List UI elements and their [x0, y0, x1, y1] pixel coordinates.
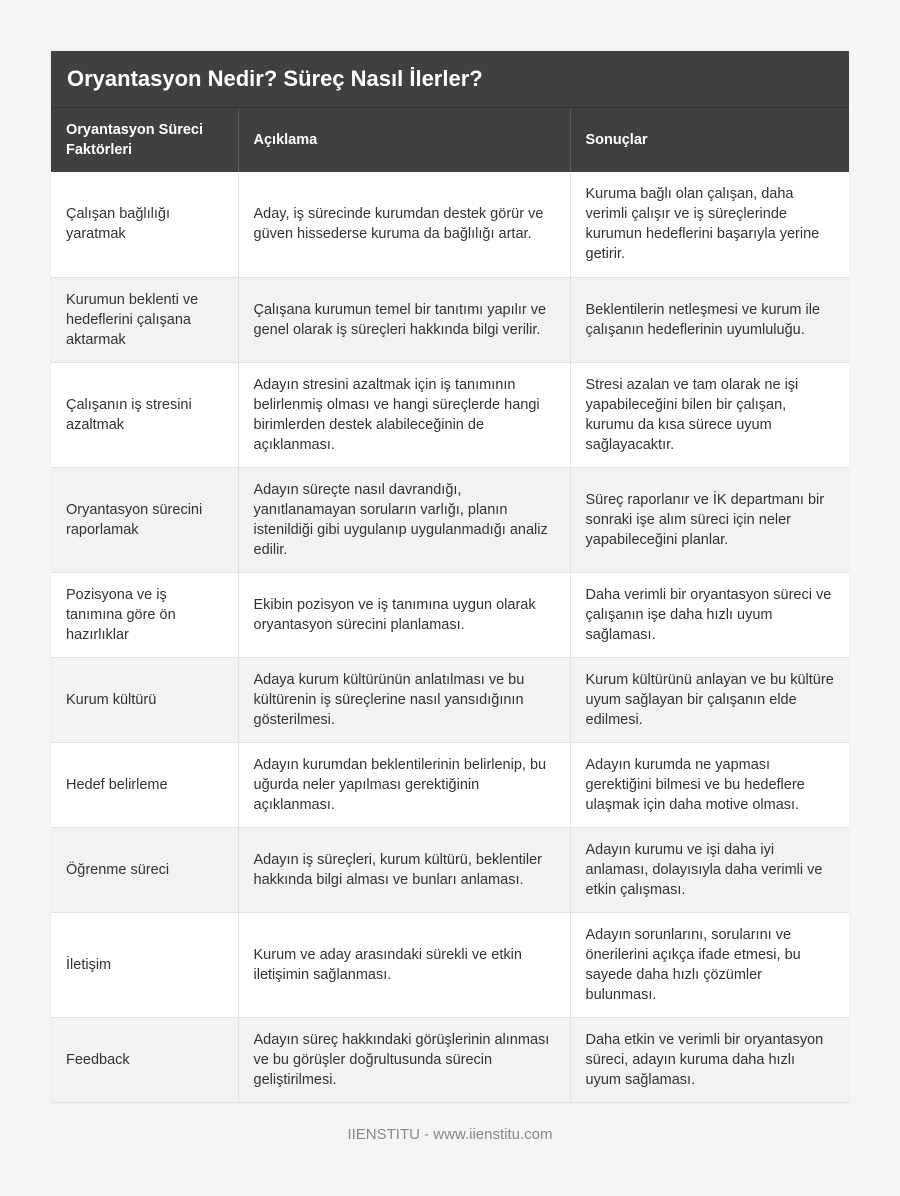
description-cell: Adayın kurumdan beklentilerinin belirlenip, bu uğurda neler yapılması gerektiğinin açıklanması. — [238, 742, 570, 827]
description-cell: Aday, iş sürecinde kurumdan destek görür ve güven hissederse kuruma da bağlılığı artar. — [238, 172, 570, 277]
column-header-description: Açıklama — [238, 108, 570, 172]
footer-credit: IIENSTITU - www.iienstitu.com — [347, 1126, 553, 1143]
result-cell: Adayın sorunlarını, sorularını ve önerilerini açıkça ifade etmesi, bu sayede daha hızlı çözümler bulunması. — [570, 912, 849, 1017]
description-cell: Adayın stresini azaltmak için iş tanımının belirlenmiş olması ve hangi süreçlerde hangi birimlerden destek alabileceğinin de açıklanması. — [238, 362, 570, 467]
factor-cell: Kurum kültürü — [51, 657, 238, 742]
table-row — [51, 172, 849, 277]
factor-cell: Kurumun beklenti ve hedeflerini çalışana aktarmak — [51, 277, 238, 362]
result-cell: Süreç raporlanır ve İK departmanı bir sonraki işe alım süreci için neler yapabileceğini planlar. — [570, 467, 849, 572]
table-row — [51, 1017, 849, 1102]
table-row — [51, 657, 849, 742]
table-row — [51, 467, 849, 572]
factor-cell: Pozisyona ve iş tanımına göre ön hazırlıklar — [51, 572, 238, 657]
description-cell: Adaya kurum kültürünün anlatılması ve bu kültürenin iş süreçlerine nasıl yansıdığının gösterilmesi. — [238, 657, 570, 742]
factor-cell: İletişim — [51, 912, 238, 1017]
factor-cell: Çalışan bağlılığı yaratmak — [51, 172, 238, 277]
description-cell: Ekibin pozisyon ve iş tanımına uygun olarak oryantasyon sürecini planlaması. — [238, 572, 570, 657]
table-row — [51, 827, 849, 912]
orientation-table — [51, 108, 849, 1103]
result-cell: Kurum kültürünü anlayan ve bu kültüre uyum sağlayan bir çalışanın elde edilmesi. — [570, 657, 849, 742]
factor-cell: Öğrenme süreci — [51, 827, 238, 912]
factor-cell: Hedef belirleme — [51, 742, 238, 827]
description-cell: Adayın süreç hakkındaki görüşlerinin alınması ve bu görüşler doğrultusunda sürecin geliştirilmesi. — [238, 1017, 570, 1102]
factor-cell: Feedback — [51, 1017, 238, 1102]
description-cell: Adayın iş süreçleri, kurum kültürü, beklentiler hakkında bilgi alması ve bunları anlaması. — [238, 827, 570, 912]
description-cell: Adayın süreçte nasıl davrandığı, yanıtlanamayan soruların varlığı, planın istenildiği gibi uygulanıp uygulanmadığı analiz edilir. — [238, 467, 570, 572]
result-cell: Adayın kurumu ve işi daha iyi anlaması, dolayısıyla daha verimli ve etkin çalışması. — [570, 827, 849, 912]
table-row — [51, 362, 849, 467]
result-cell: Kuruma bağlı olan çalışan, daha verimli çalışır ve iş süreçlerinde kurumun hedeflerini başarıyla yerine getirir. — [570, 172, 849, 277]
result-cell: Daha verimli bir oryantasyon süreci ve çalışanın işe daha hızlı uyum sağlaması. — [570, 572, 849, 657]
result-cell: Daha etkin ve verimli bir oryantasyon süreci, adayın kuruma daha hızlı uyum sağlaması. — [570, 1017, 849, 1102]
table-row — [51, 912, 849, 1017]
result-cell: Beklentilerin netleşmesi ve kurum ile çalışanın hedeflerinin uyumluluğu. — [570, 277, 849, 362]
result-cell: Adayın kurumda ne yapması gerektiğini bilmesi ve bu hedeflere ulaşmak için daha motive olması. — [570, 742, 849, 827]
column-header-factors: Oryantasyon Süreci Faktörleri — [51, 108, 238, 172]
page-title: Oryantasyon Nedir? Süreç Nasıl İlerler? — [51, 51, 849, 108]
table-row — [51, 572, 849, 657]
description-cell: Çalışana kurumun temel bir tanıtımı yapılır ve genel olarak iş süreçleri hakkında bilgi verilir. — [238, 277, 570, 362]
content-card — [51, 51, 849, 1103]
description-cell: Kurum ve aday arasındaki sürekli ve etkin iletişimin sağlanması. — [238, 912, 570, 1017]
table-header-row — [51, 108, 849, 172]
column-header-results: Sonuçlar — [570, 108, 849, 172]
factor-cell: Çalışanın iş stresini azaltmak — [51, 362, 238, 467]
result-cell: Stresi azalan ve tam olarak ne işi yapabileceğini bilen bir çalışan, kurumu da kısa sürece uyum sağlayacaktır. — [570, 362, 849, 467]
factor-cell: Oryantasyon sürecini raporlamak — [51, 467, 238, 572]
table-row — [51, 742, 849, 827]
table-row — [51, 277, 849, 362]
